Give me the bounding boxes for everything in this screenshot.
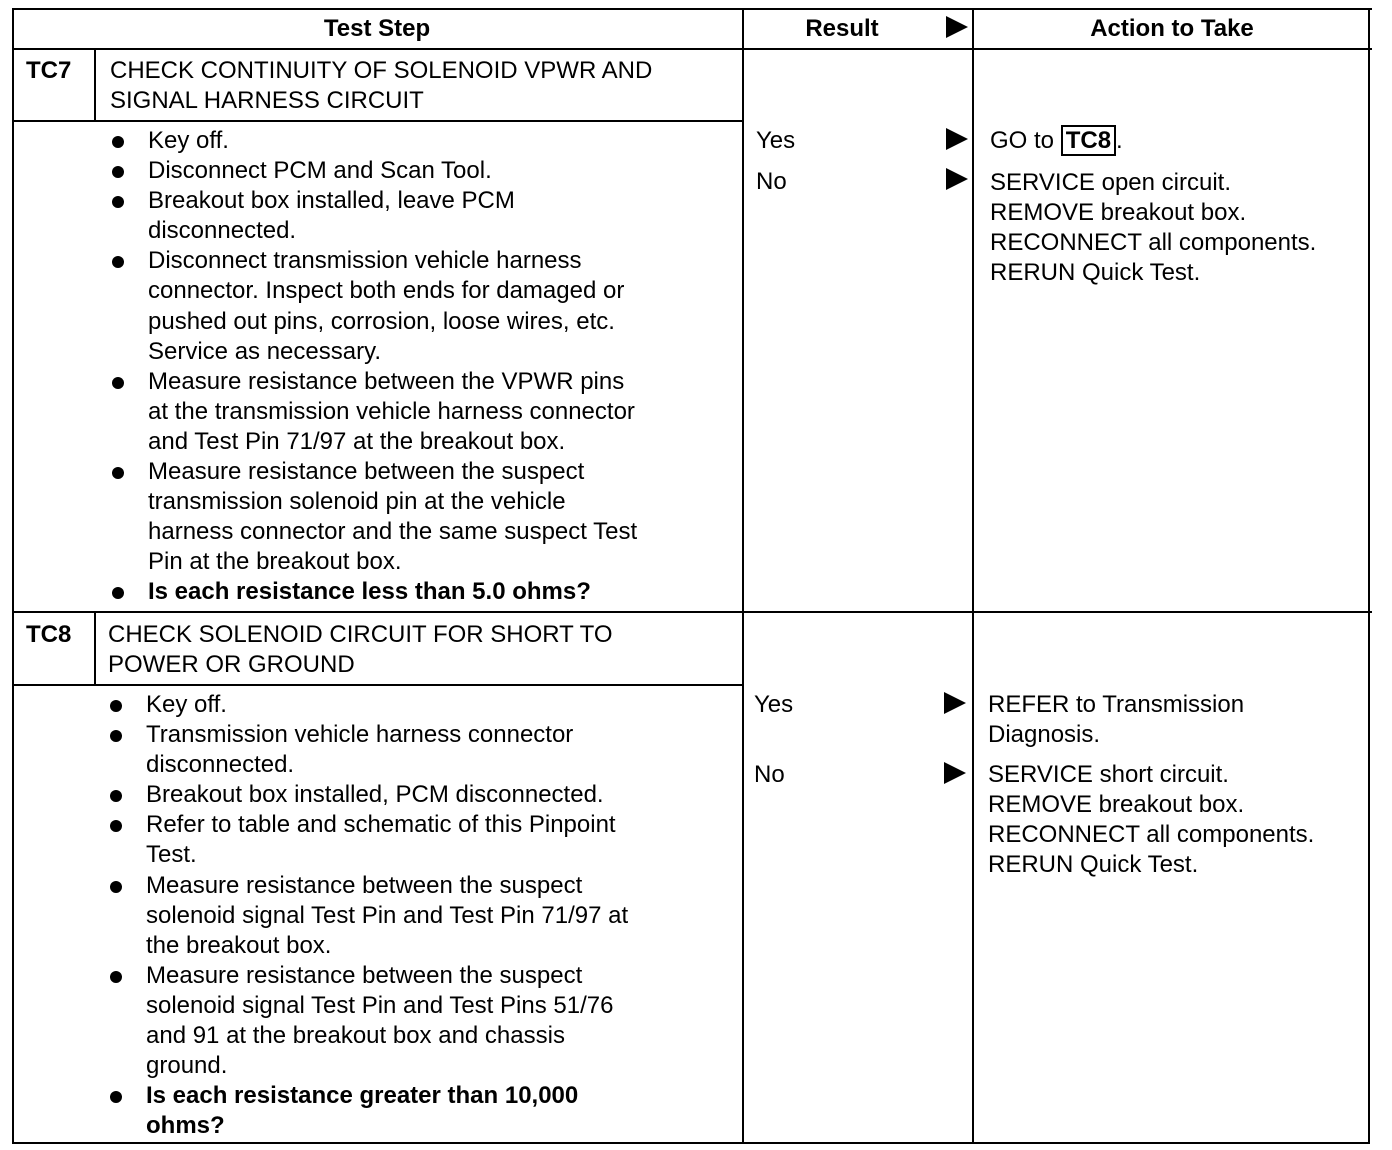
bullet-icon: [110, 790, 122, 802]
bullet-icon: [110, 1091, 122, 1103]
header-divider: [12, 48, 1372, 50]
tc7-yes-action-suffix: .: [1116, 127, 1123, 154]
tc8-step-1: [106, 690, 628, 720]
bullet-icon: [112, 467, 124, 479]
tc7-step-2: [108, 156, 637, 186]
action-line: REFER to Transmission: [988, 691, 1245, 718]
tc8-step-3: [106, 780, 628, 810]
tc8-result-no: No: [754, 761, 785, 788]
tc8-step-5: [106, 871, 628, 961]
tc7-no-arrow-icon: [946, 168, 968, 190]
bullet-icon: [112, 166, 124, 178]
tc7-steps-list: [108, 126, 637, 608]
action-column-divider: [972, 8, 974, 1144]
bullet-icon: [112, 196, 124, 208]
header-action: Action to Take: [1090, 15, 1254, 42]
step-line: ohms?: [146, 1112, 225, 1140]
tc7-tc8-divider: [12, 611, 1372, 613]
tc7-step-1: [108, 126, 637, 156]
step-line: pushed out pins, corrosion, loose wires, etc.: [148, 307, 615, 335]
step-line: transmission solenoid pin at the vehicle: [148, 488, 566, 516]
step-line: Measure resistance between the suspect: [146, 871, 583, 899]
header-result: Result: [805, 15, 879, 42]
step-line: Service as necessary.: [148, 337, 381, 365]
bullet-icon: [110, 730, 122, 742]
header-arrow-icon: [946, 16, 968, 38]
tc8-id-divider: [94, 611, 96, 685]
tc8-reference-link[interactable]: TC8: [1061, 125, 1116, 156]
step-line: connector. Inspect both ends for damaged or: [148, 277, 625, 305]
step-line: Test.: [146, 841, 197, 869]
step-line: Measure resistance between the suspect: [146, 961, 583, 989]
table-border-right: [1368, 8, 1370, 1144]
table-border-top: [12, 8, 1372, 10]
action-line: SERVICE open circuit.: [990, 169, 1231, 196]
tc7-result-yes: Yes: [756, 127, 796, 154]
tc7-yes-action: [990, 126, 1123, 156]
step-line: Pin at the breakout box.: [148, 548, 402, 576]
step-line: solenoid signal Test Pin and Test Pin 71/97 at: [146, 901, 629, 929]
tc7-step-5: [108, 367, 637, 457]
tc8-step-2: [106, 720, 628, 780]
step-line: Measure resistance between the VPWR pins: [148, 367, 625, 395]
step-line: solenoid signal Test Pin and Test Pins 51/76: [146, 991, 614, 1019]
tc8-step-6: [106, 961, 628, 1081]
tc8-step-4: [106, 810, 628, 870]
tc8-result-yes: Yes: [754, 691, 794, 718]
tc7-no-action: [990, 168, 1316, 288]
action-line: REMOVE breakout box.: [988, 791, 1245, 818]
bullet-icon: [112, 587, 124, 599]
tc8-yes-action: [988, 690, 1244, 750]
tc7-yes-action-prefix: GO to: [990, 127, 1055, 154]
tc7-title-divider: [12, 120, 742, 122]
bullet-icon: [112, 377, 124, 389]
tc7-result-no: No: [756, 168, 787, 195]
header-test-step: Test Step: [323, 15, 431, 42]
action-line: RERUN Quick Test.: [990, 259, 1201, 286]
step-line: harness connector and the same suspect Test: [148, 518, 638, 546]
step-line: Disconnect PCM and Scan Tool.: [148, 157, 492, 185]
step-line: Is each resistance greater than 10,000: [146, 1082, 579, 1110]
result-column-divider: [742, 8, 744, 1144]
step-line: and 91 at the breakout box and chassis: [146, 1022, 565, 1050]
step-line: Key off.: [146, 691, 227, 718]
step-line: Measure resistance between the suspect: [148, 458, 585, 486]
tc7-question: [108, 577, 637, 607]
table-border-bottom: [12, 1142, 1368, 1144]
bullet-icon: [112, 256, 124, 268]
step-line: the breakout box.: [146, 931, 332, 959]
tc8-question: [106, 1081, 628, 1141]
step-line: Breakout box installed, leave PCM: [148, 187, 515, 215]
bullet-icon: [110, 820, 122, 832]
tc8-no-action: [988, 760, 1314, 880]
step-line: at the transmission vehicle harness connector: [148, 397, 635, 425]
action-line: RECONNECT all components.: [990, 229, 1317, 256]
tc7-id-divider: [94, 48, 96, 120]
action-line: RECONNECT all components.: [988, 821, 1315, 848]
action-line: Diagnosis.: [988, 721, 1101, 748]
step-line: Breakout box installed, PCM disconnected.: [146, 781, 604, 809]
tc8-id: TC8: [26, 621, 72, 648]
step-line: Disconnect transmission vehicle harness: [148, 247, 582, 275]
step-line: ground.: [146, 1052, 228, 1080]
tc7-step-4: [108, 246, 637, 366]
action-line: SERVICE short circuit.: [988, 761, 1229, 788]
tc7-step-6: [108, 457, 637, 577]
tc8-yes-arrow-icon: [944, 692, 966, 714]
tc7-title-line1: CHECK CONTINUITY OF SOLENOID VPWR AND: [110, 57, 653, 84]
step-line: and Test Pin 71/97 at the breakout box.: [148, 427, 566, 455]
bullet-icon: [110, 700, 122, 712]
step-line: disconnected.: [148, 217, 297, 245]
tc8-title-line1: CHECK SOLENOID CIRCUIT FOR SHORT TO: [108, 621, 613, 648]
tc8-title-line2: POWER OR GROUND: [108, 651, 355, 678]
tc7-step-3: [108, 186, 637, 246]
action-line: REMOVE breakout box.: [990, 199, 1247, 226]
tc8-title-divider: [12, 684, 742, 686]
step-line: Is each resistance less than 5.0 ohms?: [148, 578, 591, 606]
tc8-steps-list: [106, 690, 628, 1141]
table-border-left: [12, 8, 14, 1144]
step-line: Refer to table and schematic of this Pinpoint: [146, 811, 616, 839]
action-line: RERUN Quick Test.: [988, 851, 1199, 878]
step-line: disconnected.: [146, 751, 295, 779]
bullet-icon: [110, 971, 122, 983]
bullet-icon: [112, 136, 124, 148]
pinpoint-test-table: [12, 8, 1372, 1144]
step-line: Transmission vehicle harness connector: [146, 721, 574, 749]
tc7-id: TC7: [26, 57, 72, 84]
step-line: Key off.: [148, 127, 229, 154]
bullet-icon: [110, 881, 122, 893]
tc7-title-line2: SIGNAL HARNESS CIRCUIT: [110, 87, 424, 114]
tc7-yes-arrow-icon: [946, 128, 968, 150]
tc8-no-arrow-icon: [944, 762, 966, 784]
